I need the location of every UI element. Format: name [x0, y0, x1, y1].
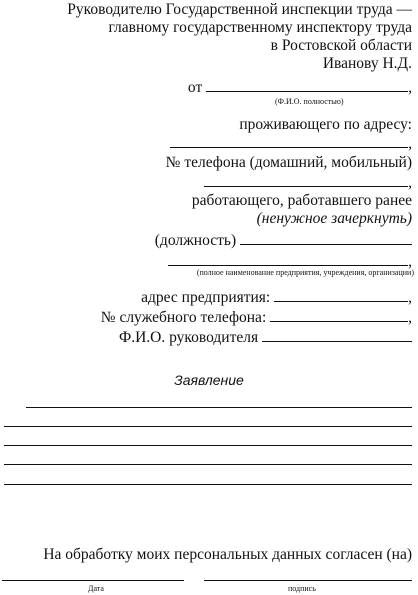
work-phone-label: № служебного телефона: — [100, 309, 267, 326]
manager-label: Ф.И.О. руководителя — [118, 329, 259, 346]
strike-note: (ненужное зачеркнуть) — [256, 210, 412, 227]
from-comma: , — [408, 79, 412, 96]
residing-fill-line[interactable] — [170, 134, 408, 148]
from-row — [188, 78, 412, 97]
work-phone-comma: , — [408, 309, 412, 326]
working-label: работающего, работавшего ранее — [191, 192, 412, 209]
residing-fill-row — [170, 134, 412, 153]
manager-row — [119, 328, 412, 347]
position-fill-line[interactable] — [240, 231, 412, 245]
body-line-5[interactable] — [4, 484, 412, 485]
consent-text: На обработку моих персональных данных согласен (на) — [43, 546, 412, 563]
residing-label: проживающего по адресу: — [239, 116, 412, 133]
work-phone-fill-line[interactable] — [270, 308, 408, 322]
addressee-line-1: Руководителю Государственной инспекции труда — — [67, 1, 412, 18]
org-hint: (полное наименование предприятия, учреждения, организации) — [196, 268, 414, 277]
manager-fill-line[interactable] — [262, 328, 412, 342]
date-label: Дата — [88, 584, 104, 593]
from-fill-line[interactable] — [206, 78, 408, 92]
body-line-2[interactable] — [4, 426, 412, 427]
phone-fill-row — [204, 173, 412, 192]
body-line-1[interactable] — [26, 407, 412, 408]
phone-fill-line[interactable] — [204, 173, 408, 187]
company-address-fill-line[interactable] — [274, 288, 408, 302]
document-title: Заявление — [174, 372, 244, 388]
org-comma: , — [408, 253, 412, 270]
from-label: от — [187, 79, 203, 96]
signature-label: подпись — [288, 584, 316, 593]
residing-comma: , — [408, 135, 412, 152]
company-address-comma: , — [408, 289, 412, 306]
addressee-line-2: главному государственному инспектору труда — [108, 19, 412, 36]
body-line-3[interactable] — [4, 445, 412, 446]
company-address-row — [141, 288, 412, 307]
phone-label: № телефона (домашний, мобильный) — [165, 154, 412, 171]
work-phone-row — [101, 308, 412, 327]
position-row — [155, 231, 412, 250]
addressee-line-4: Иванову Н.Д. — [322, 55, 412, 72]
position-label: (должность) — [154, 232, 237, 249]
org-fill-line[interactable] — [168, 252, 408, 266]
body-line-4[interactable] — [4, 464, 412, 465]
signature-fill-line[interactable] — [204, 580, 412, 581]
addressee-line-3: в Ростовской области — [270, 37, 412, 54]
date-fill-line[interactable] — [2, 580, 184, 581]
phone-comma: , — [408, 174, 412, 191]
company-address-label: адрес предприятия: — [141, 289, 271, 306]
from-hint: (Ф.И.О. полностью) — [275, 97, 344, 106]
